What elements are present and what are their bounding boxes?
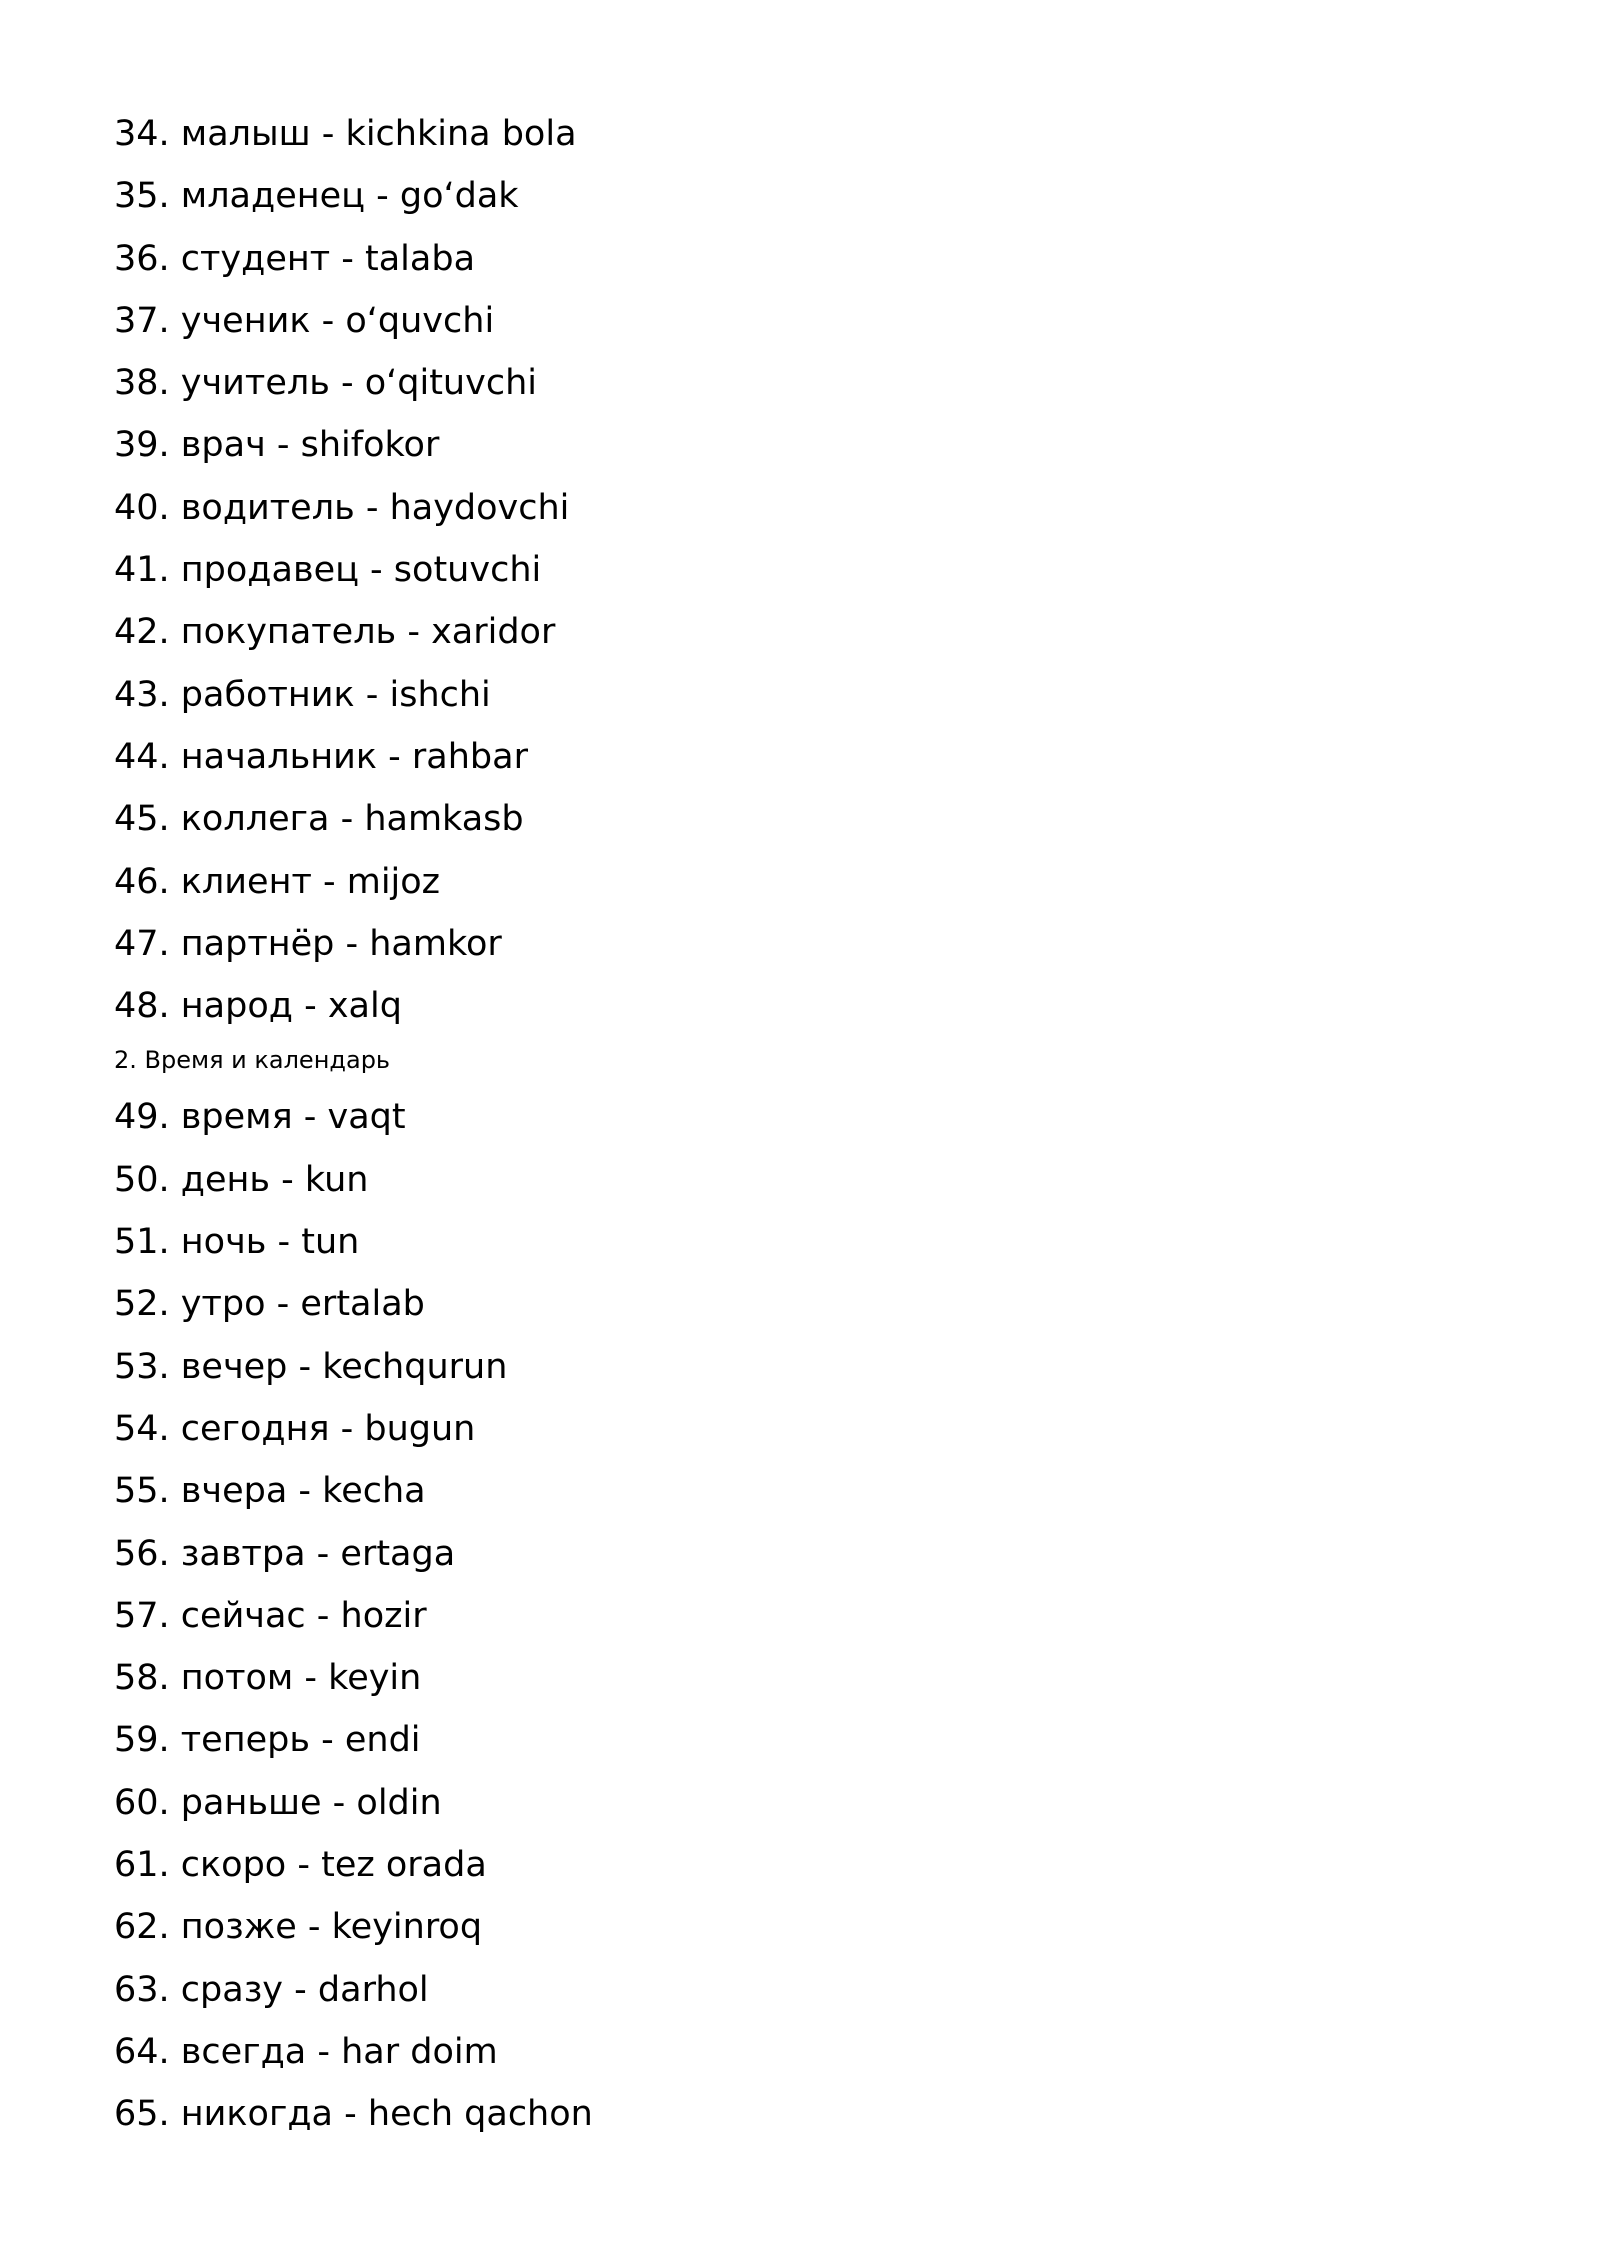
vocab-entry: 46. клиент - mijoz — [114, 861, 441, 902]
vocab-entry: 45. коллега - hamkasb — [114, 799, 524, 840]
vocab-entry: 62. позже - keyinroq — [114, 1907, 483, 1948]
vocab-entry: 60. раньше - oldin — [114, 1782, 442, 1823]
vocab-entry: 41. продавец - sotuvchi — [114, 550, 542, 591]
vocab-entry: 56. завтра - ertaga — [114, 1533, 456, 1574]
vocab-entry: 36. студент - talaba — [114, 238, 476, 279]
vocab-entry: 35. младенец - go‘dak — [114, 176, 519, 217]
vocab-entry: 57. сейчас - hozir — [114, 1595, 427, 1636]
vocab-entry: 34. малыш - kichkina bola — [114, 114, 577, 154]
vocab-entry: 59. теперь - endi — [114, 1720, 421, 1761]
vocab-entry: 51. ночь - tun — [114, 1222, 360, 1263]
vocab-entry: 42. покупатель - xaridor — [114, 612, 556, 653]
vocab-entry: 44. начальник - rahbar — [114, 736, 528, 777]
vocab-entry: 48. народ - xalq — [114, 986, 402, 1027]
vocab-entry: 38. учитель - o‘qituvchi — [114, 363, 537, 404]
vocab-entry: 47. партнёр - hamkor — [114, 923, 502, 964]
vocab-entry: 37. ученик - o‘quvchi — [114, 300, 495, 341]
vocab-entry: 49. время - vaqt — [114, 1097, 406, 1138]
section-heading: 2. Время и календарь — [114, 1046, 391, 1075]
vocab-entry: 63. сразу - darhol — [114, 1969, 429, 2010]
vocab-entry: 52. утро - ertalab — [114, 1284, 425, 1325]
vocab-entry: 53. вечер - kechqurun — [114, 1346, 508, 1387]
vocab-entry: 55. вчера - kecha — [114, 1471, 426, 1512]
vocab-entry: 65. никогда - hech qachon — [114, 2094, 593, 2135]
vocab-entry: 50. день - kun — [114, 1159, 369, 1200]
vocab-entry: 54. сегодня - bugun — [114, 1408, 476, 1449]
vocab-entry: 39. врач - shifokor — [114, 425, 440, 466]
vocabulary-list — [114, 108, 593, 2151]
vocab-entry: 43. работник - ishchi — [114, 674, 491, 715]
vocab-entry: 40. водитель - haydovchi — [114, 487, 570, 528]
vocab-entry: 64. всегда - har doim — [114, 2031, 498, 2072]
vocab-entry: 61. скоро - tez orada — [114, 1845, 487, 1886]
vocab-entry: 58. потом - keyin — [114, 1658, 422, 1699]
